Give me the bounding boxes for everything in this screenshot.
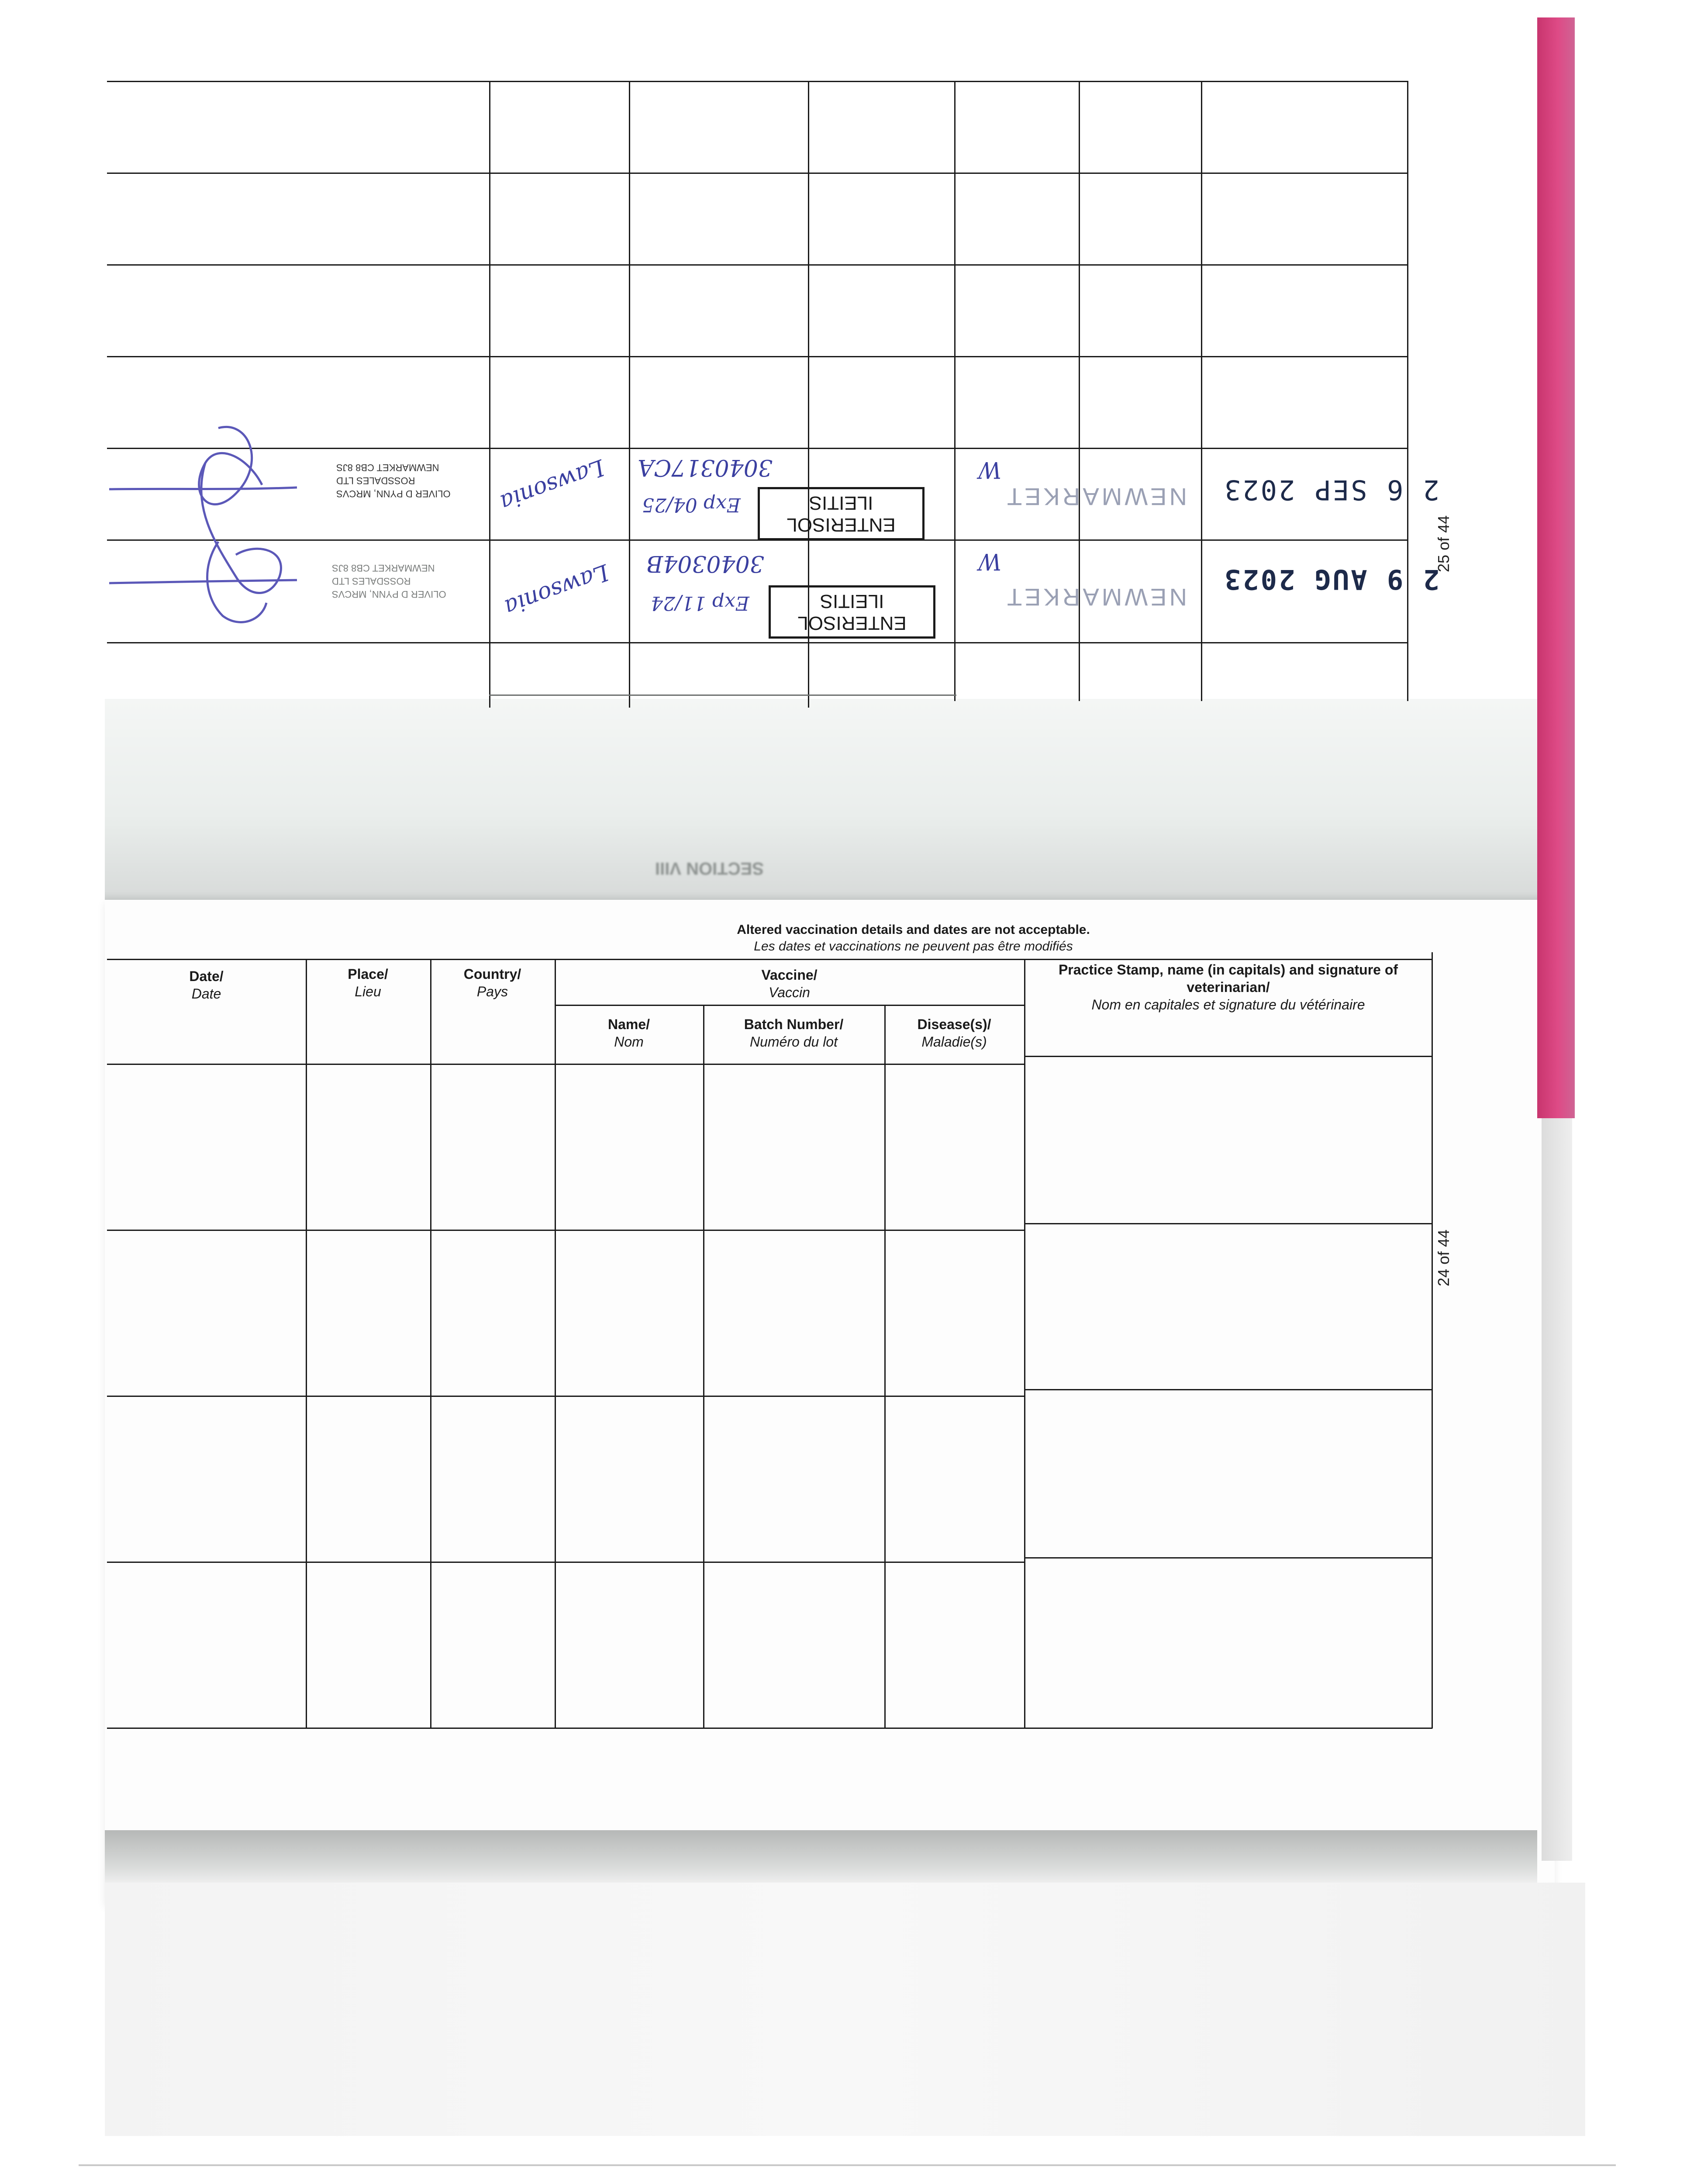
vet-signature bbox=[105, 411, 301, 638]
header-date bbox=[107, 968, 306, 1002]
page-number-lower: 24 of 44 bbox=[1435, 1229, 1452, 1286]
page-fold-shadow bbox=[105, 699, 1546, 909]
header-date-en: Date/ bbox=[189, 968, 224, 984]
date-stamp: 2 9 AUG 2023 bbox=[1223, 563, 1439, 595]
page-bottom-shadow bbox=[105, 1830, 1537, 1883]
header-country-en: Country/ bbox=[463, 966, 521, 982]
disease-name: Lawsonia bbox=[497, 454, 608, 516]
vet-initials: W bbox=[978, 456, 1002, 483]
header-stamp-en-2: veterinarian/ bbox=[1187, 979, 1270, 995]
batch-number: 3040317CA bbox=[638, 454, 773, 480]
expiry-date: Exp 04/25 bbox=[642, 494, 741, 516]
header-vaccine-fr: Vaccin bbox=[769, 985, 810, 1000]
clinic-stamp bbox=[332, 561, 446, 601]
clinic-line: OLIVER D PYNN, MRCVS bbox=[332, 589, 446, 600]
clinic-line: ROSSDALES LTD bbox=[332, 576, 411, 587]
clinic-line: NEWMARKET CB8 8JS bbox=[336, 462, 439, 473]
date-stamp: 2 6 SEP 2023 bbox=[1223, 474, 1439, 506]
clinic-stamp bbox=[336, 461, 451, 500]
header-vaccine-en: Vaccine/ bbox=[761, 967, 818, 983]
header-stamp-fr: Nom en capitales et signature du vétérinaire bbox=[1091, 997, 1365, 1013]
page-number-upper: 25 of 44 bbox=[1435, 515, 1452, 572]
header-name-en: Name/ bbox=[607, 1016, 650, 1032]
vaccine-name-stamp bbox=[769, 585, 935, 639]
altered-details-notice-fr: Les dates et vaccinations ne peuvent pas être modifiés bbox=[754, 939, 1073, 954]
blank-page-area bbox=[105, 1883, 1585, 2136]
clinic-line: ROSSDALES LTD bbox=[336, 475, 415, 486]
expiry-date: Exp 11/24 bbox=[651, 592, 749, 614]
scan-bottom-edge bbox=[79, 2164, 1616, 2166]
vaccine-name-text: ENTERISOL ILEITIS bbox=[787, 492, 896, 536]
place-stamp: NEWMARKET bbox=[1004, 483, 1187, 511]
header-batch-fr: Numéro du lot bbox=[750, 1034, 838, 1050]
clinic-line: NEWMARKET CB8 8JS bbox=[332, 563, 435, 574]
header-name bbox=[555, 1016, 703, 1051]
header-disease-fr: Maladie(s) bbox=[921, 1034, 987, 1050]
header-stamp-en-1: Practice Stamp, name (in capitals) and signature of bbox=[1058, 962, 1398, 978]
lower-page-sheet bbox=[105, 900, 1555, 1904]
header-place-en: Place/ bbox=[348, 966, 388, 982]
section-heading: SECTION VIII bbox=[655, 859, 764, 878]
header-vaccine bbox=[555, 966, 1024, 1001]
header-disease-en: Disease(s)/ bbox=[917, 1016, 991, 1032]
header-disease bbox=[884, 1016, 1024, 1051]
vet-initials: W bbox=[978, 548, 1002, 574]
header-place bbox=[306, 965, 430, 1000]
header-country-fr: Pays bbox=[476, 984, 508, 999]
header-batch-en: Batch Number/ bbox=[744, 1016, 844, 1032]
vaccine-name-text: ENTERISOL ILEITIS bbox=[797, 591, 907, 634]
batch-number: 3040304B bbox=[646, 550, 764, 577]
header-country bbox=[430, 965, 555, 1000]
disease-name: Lawsonia bbox=[501, 559, 612, 621]
header-date-fr: Date bbox=[191, 986, 221, 1002]
altered-details-notice: Altered vaccination details and dates are not acceptable. bbox=[737, 923, 1090, 937]
header-batch bbox=[703, 1016, 884, 1051]
passport-page-edge bbox=[1542, 1118, 1572, 1861]
place-stamp: NEWMARKET bbox=[1004, 584, 1187, 611]
header-place-fr: Lieu bbox=[355, 984, 381, 999]
header-name-fr: Nom bbox=[614, 1034, 644, 1050]
clinic-line: OLIVER D PYNN, MRCVS bbox=[336, 488, 451, 499]
vaccine-name-stamp bbox=[758, 487, 925, 540]
header-practice-stamp bbox=[1024, 961, 1432, 1013]
